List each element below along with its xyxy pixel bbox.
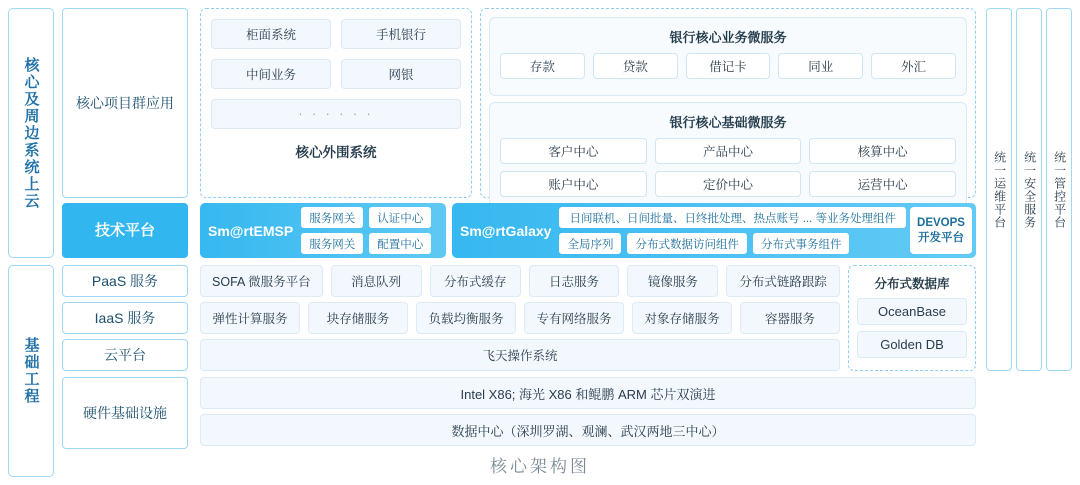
ensemble-base-item: 运营中心 xyxy=(809,171,956,197)
peripheral-grid xyxy=(211,19,461,129)
ensemble-base-item: 核算中心 xyxy=(809,138,956,164)
row-label-tech-platform-text: 技术平台 xyxy=(94,221,155,239)
panel-peripheral-systems xyxy=(200,8,472,198)
peripheral-item: 柜面系统 xyxy=(211,19,331,49)
cloud-item: 飞天操作系统 xyxy=(200,339,840,371)
row-label-apps xyxy=(62,8,188,198)
row-label-hardware xyxy=(62,377,188,449)
ensemble-business-item: 外汇 xyxy=(871,53,956,79)
right-column-security xyxy=(1016,8,1042,371)
ensemble-base-item: 客户中心 xyxy=(500,138,647,164)
panel-distributed-database xyxy=(848,265,976,371)
paas-item: 日志服务 xyxy=(529,265,620,297)
iaas-item: 容器服务 xyxy=(740,302,840,334)
peripheral-item: 手机银行 xyxy=(341,19,461,49)
row-label-apps-text: 核心项目群应用 xyxy=(76,94,174,111)
database-title: 分布式数据库 xyxy=(874,277,950,291)
ensemble-base-item: 定价中心 xyxy=(655,171,802,197)
ensemble-business-item: 同业 xyxy=(778,53,863,79)
panel-peripheral-title: 核心外围系统 xyxy=(295,145,377,160)
iaas-item: 负载均衡服务 xyxy=(416,302,516,334)
group-label-infra xyxy=(8,265,54,477)
row-label-iaas-text: IaaS 服务 xyxy=(94,309,156,326)
database-item: Golden DB xyxy=(857,331,967,358)
ensemble-base-row-2 xyxy=(500,171,956,197)
tech-emsp-item: 服务网关 xyxy=(301,207,363,228)
ensemble-business-item: 贷款 xyxy=(593,53,678,79)
diagram-caption: 核心架构图 xyxy=(490,457,590,476)
right-column-security-text: 统一安全服务 xyxy=(1022,150,1037,229)
tech-emsp-block xyxy=(200,203,446,258)
tech-galaxy-item: 分布式事务组件 xyxy=(753,233,850,254)
ensemble-base-item: 产品中心 xyxy=(655,138,802,164)
hardware-item: 数据中心（深圳罗湖、观澜、武汉两地三中心） xyxy=(200,414,976,446)
hardware-row-chips xyxy=(200,377,976,409)
peripheral-ellipsis: · · · · · · xyxy=(211,99,461,129)
right-column-ops xyxy=(986,8,1012,371)
paas-item: 镜像服务 xyxy=(627,265,718,297)
paas-item: SOFA 微服务平台 xyxy=(200,265,323,297)
iaas-service-row xyxy=(200,302,840,334)
ensemble-business-item: 存款 xyxy=(500,53,585,79)
group-label-infra-text: 基础工程 xyxy=(22,337,40,405)
ensemble-base-title: 银行核心基础微服务 xyxy=(669,115,787,130)
row-label-paas xyxy=(62,265,188,297)
right-column-governance xyxy=(1046,8,1072,371)
ensemble-business-row xyxy=(500,53,956,79)
paas-service-row xyxy=(200,265,840,297)
tech-emsp-brand: Sm@rtEMSP xyxy=(208,222,294,239)
group-label-core xyxy=(8,8,54,258)
iaas-item: 块存储服务 xyxy=(308,302,408,334)
row-label-cloud-platform-text: 云平台 xyxy=(104,346,146,363)
panel-ensemble-core xyxy=(480,8,976,198)
right-column-governance-text: 统一管控平台 xyxy=(1052,150,1067,229)
row-label-paas-text: PaaS 服务 xyxy=(91,272,159,289)
tech-emsp-row-1 xyxy=(301,207,440,228)
ensemble-business-title: 银行核心业务微服务 xyxy=(669,30,787,45)
row-label-tech-platform xyxy=(62,203,188,258)
cloud-platform-row xyxy=(200,339,840,371)
hardware-row-datacenter xyxy=(200,414,976,446)
tech-galaxy-brand: Sm@rtGalaxy xyxy=(460,222,552,239)
tech-emsp-chips xyxy=(301,202,446,259)
row-label-hardware-text: 硬件基础设施 xyxy=(83,404,167,421)
ensemble-business-item: 借记卡 xyxy=(686,53,771,79)
tech-galaxy-item: 分布式数据访问组件 xyxy=(627,233,747,254)
devops-title: DEVOPS xyxy=(917,216,965,229)
hardware-item: Intel X86; 海光 X86 和鲲鹏 ARM 芯片双演进 xyxy=(200,377,976,409)
tech-emsp-item: 配置中心 xyxy=(369,233,431,254)
tech-emsp-row-2 xyxy=(301,233,440,254)
tech-emsp-item: 认证中心 xyxy=(369,207,431,228)
devops-platform-badge xyxy=(910,207,972,254)
peripheral-item: 网银 xyxy=(341,59,461,89)
tech-galaxy-item: 日间联机、日间批量、日终批处理、热点账号 ... 等业务处理组件 xyxy=(559,207,906,228)
tech-galaxy-block xyxy=(452,203,976,258)
database-item: OceanBase xyxy=(857,298,967,325)
tech-galaxy-row-2 xyxy=(559,233,906,254)
paas-item: 分布式缓存 xyxy=(430,265,521,297)
row-label-cloud-platform xyxy=(62,339,188,371)
right-column-ops-text: 统一运维平台 xyxy=(992,150,1007,229)
ensemble-base-block xyxy=(489,102,967,214)
paas-item: 分布式链路跟踪 xyxy=(726,265,840,297)
devops-subtitle: 开发平台 xyxy=(918,231,964,244)
tech-galaxy-item: 全局序列 xyxy=(559,233,621,254)
peripheral-item: 中间业务 xyxy=(211,59,331,89)
iaas-item: 对象存储服务 xyxy=(632,302,732,334)
ensemble-base-row-1 xyxy=(500,138,956,164)
iaas-item: 专有网络服务 xyxy=(524,302,624,334)
ensemble-business-block xyxy=(489,17,967,96)
ensemble-base-item: 账户中心 xyxy=(500,171,647,197)
group-label-core-text: 核心及周边系统上云 xyxy=(22,56,40,210)
iaas-item: 弹性计算服务 xyxy=(200,302,300,334)
tech-galaxy-row-1 xyxy=(559,207,906,228)
paas-item: 消息队列 xyxy=(331,265,422,297)
row-label-iaas xyxy=(62,302,188,334)
tech-emsp-item: 服务网关 xyxy=(301,233,363,254)
